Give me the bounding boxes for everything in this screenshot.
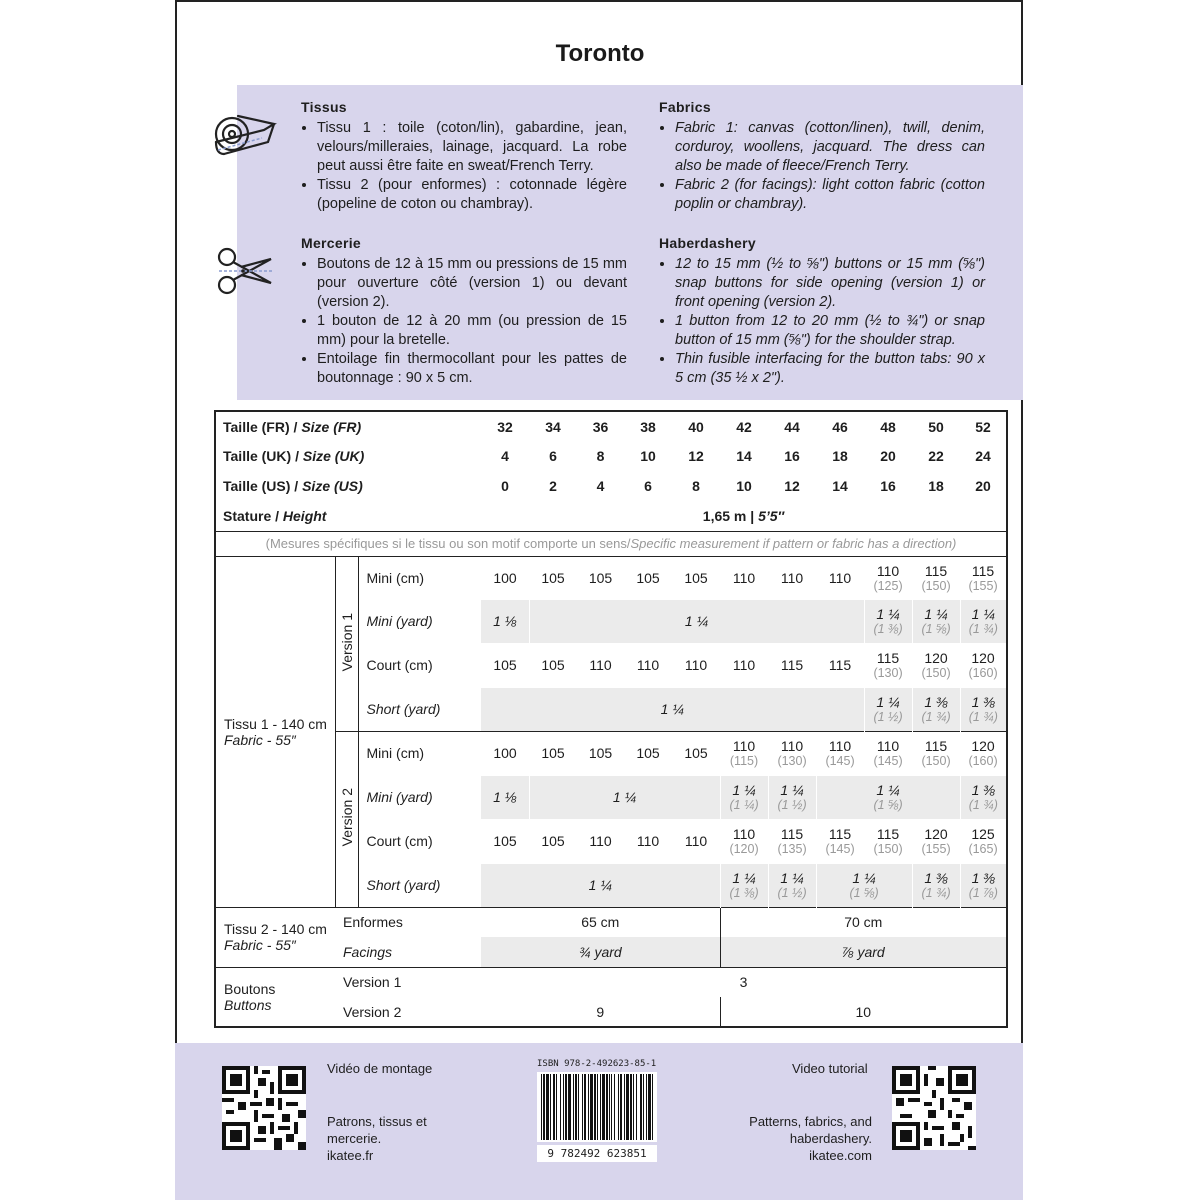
value-cell: 70 cm	[720, 907, 1007, 937]
size-cell: 6	[549, 448, 557, 464]
table-row	[215, 471, 1007, 501]
value-cell: 1 ¼	[529, 775, 720, 819]
size-cell: 24	[975, 448, 991, 464]
value-cell: 105	[493, 657, 517, 673]
value-cell: 1 ¼ (1 ⅝)	[816, 863, 912, 907]
value-cell: 1 ¼	[481, 863, 720, 907]
fabrics-en-heading: Fabrics	[659, 99, 711, 115]
fabrics-fr-item: • Tissu 2 (pour enformes) : cotonnade légère (popeline de coton ou chambray).	[317, 176, 627, 214]
video-fr: Vidéo de montage	[327, 1061, 433, 1076]
site-fr[interactable]: ikatee.fr	[327, 1148, 374, 1163]
value-cell: 105	[684, 745, 708, 761]
value-cell: 100	[493, 569, 517, 586]
qr-code-icon[interactable]	[222, 1066, 306, 1150]
table-row	[215, 411, 1007, 441]
value-cell: 1 ¼	[481, 687, 864, 731]
value-cell: 1 ¼ (1 ¾)	[960, 599, 1007, 643]
table-row	[215, 441, 1007, 471]
value-cell: 110	[732, 569, 756, 586]
value-cell: 110	[684, 833, 708, 849]
row-label: Mini (cm)	[366, 745, 425, 761]
value-cell: 1 ¼ (1 ⅜)	[864, 599, 912, 643]
size-fr-label: Taille (FR) / Size (FR)	[223, 418, 362, 435]
size-cell: 4	[501, 448, 509, 464]
value-cell: 115 (155)	[968, 562, 998, 593]
value-cell: 105	[541, 657, 565, 673]
size-cell: 16	[784, 448, 800, 464]
table-row	[215, 907, 1007, 937]
value-cell: 110 (125)	[873, 562, 903, 593]
qr-code-icon[interactable]	[892, 1066, 976, 1150]
value-cell: 1 ¼ (1 ½)	[768, 775, 816, 819]
size-cell: 14	[736, 448, 752, 464]
notions-fr-item: • Boutons de 12 à 15 mm ou pressions de 15 mm pour ouverture côté (version 1) ou devant (version 2).	[317, 255, 627, 312]
value-cell: 110	[684, 657, 708, 673]
notions-fr	[301, 234, 627, 388]
value-cell: 105	[588, 569, 613, 586]
value-cell: 1 ¼ (1 ½)	[768, 863, 816, 907]
table-row	[215, 501, 1007, 531]
value-cell: 1 ⅜ (1 ¾)	[912, 687, 960, 731]
size-cell: 12	[688, 448, 704, 464]
fabric2-label: Tissu 2 - 140 cm Fabric - 55″	[224, 921, 327, 953]
value-cell: 105	[588, 745, 613, 761]
size-cell: 42	[736, 418, 752, 435]
row-label: Court (cm)	[366, 657, 433, 673]
value-cell: 1 ⅜ (1 ¾)	[912, 863, 960, 907]
value-cell: 115 (135)	[777, 826, 807, 856]
value-cell: 115 (150)	[873, 826, 903, 856]
row-label: Enformes	[343, 914, 403, 931]
version2-label: Version 2	[335, 731, 358, 907]
value-cell: 1 ⅛	[481, 775, 529, 819]
row-label: Facings	[343, 943, 393, 960]
table-row	[215, 531, 1007, 556]
size-cell: 22	[928, 448, 944, 464]
size-cell: 10	[736, 478, 752, 494]
site-en[interactable]: ikatee.com	[809, 1148, 872, 1163]
size-cell: 2	[549, 478, 557, 494]
size-cell: 46	[832, 418, 848, 435]
fabrics-fr	[301, 98, 627, 214]
row-label: Court (cm)	[366, 833, 433, 849]
size-cell: 38	[640, 418, 656, 435]
size-cell: 8	[596, 448, 605, 464]
fabrics-en-item: • Fabric 2 (for facings): light cotton fabric (cotton poplin or chambray).	[675, 176, 985, 214]
row-label: Short (yard)	[366, 701, 441, 717]
value-cell: 115 (150)	[921, 562, 951, 593]
size-cell: 20	[975, 478, 991, 494]
size-cell: 6	[644, 478, 652, 494]
video-en: Video tutorial	[792, 1061, 868, 1076]
size-cell: 52	[975, 418, 991, 435]
value-cell: 115	[828, 657, 852, 673]
table-row	[215, 556, 1007, 599]
value-cell: 1 ⅜ (1 ¾)	[960, 687, 1007, 731]
value-cell: 1 ⅜ (1 ¾)	[960, 775, 1007, 819]
version1-label: Version 1	[335, 556, 358, 731]
value-cell: 105	[493, 833, 517, 849]
size-cell: 44	[784, 418, 800, 435]
notions-fr-item: • Entoilage fin thermocollant pour les pattes de boutonnage : 90 x 5 cm.	[317, 350, 627, 388]
size-cell: 14	[832, 478, 848, 494]
fabric1-label: Tissu 1 - 140 cm Fabric - 55″	[215, 556, 335, 907]
size-cell: 20	[880, 448, 896, 464]
notions-en-item: • Thin fusible interfacing for the button tabs: 90 x 5 cm (35 ½ x 2").	[675, 350, 985, 388]
height-value: 1,65 m | 5’5″	[702, 507, 785, 524]
value-cell: 110 (115)	[729, 738, 759, 768]
value-cell: 120 (160)	[968, 738, 998, 768]
fabrics-en-item: • Fabric 1: canvas (cotton/linen), twill, denim, corduroy, woollens, jacquard. The dress can also be made of fleece/French Terry.	[675, 119, 985, 176]
size-cell: 18	[928, 478, 944, 494]
value-cell: 105	[684, 569, 708, 586]
size-cell: 18	[832, 448, 848, 464]
barcode-icon	[537, 1072, 657, 1142]
size-cell: 32	[497, 418, 513, 435]
row-label: Short (yard)	[366, 877, 441, 893]
scissors-icon	[215, 245, 275, 297]
value-cell: 110	[589, 833, 612, 849]
value-cell: 1 ⅜ (1 ⅞)	[960, 863, 1007, 907]
value-cell: 110	[780, 569, 804, 586]
value-cell: 1 ⅛	[481, 599, 529, 643]
notions-fr-heading: Mercerie	[301, 235, 361, 251]
size-cell: 16	[880, 478, 896, 494]
size-uk-label: Taille (UK) / Size (UK)	[223, 448, 365, 464]
page-title: Toronto	[555, 40, 645, 67]
value-cell: 120 (150)	[921, 650, 951, 680]
value-cell: 105	[541, 569, 565, 586]
table-row	[215, 967, 1007, 997]
row-label: Mini (cm)	[366, 569, 425, 586]
fabrics-fr-item: • Tissu 1 : toile (coton/lin), gabardine, jean, velours/milleraies, lainage, jacquard. La robe peut aussi être faite en sweat/French Terry.	[317, 119, 627, 176]
value-cell: 100	[493, 745, 517, 761]
value-cell: ¾ yard	[481, 937, 720, 967]
value-cell: 110 (145)	[873, 738, 903, 768]
shop-en-2: haberdashery.	[789, 1131, 872, 1146]
row-label: Mini (yard)	[366, 613, 433, 629]
value-cell: 110	[636, 657, 660, 673]
fabrics-fr-heading: Tissus	[301, 99, 347, 115]
value-cell: 105	[541, 745, 565, 761]
value-cell: 105	[636, 745, 660, 761]
value-cell: 115 (130)	[873, 650, 903, 680]
value-cell: ⅞ yard	[720, 937, 1007, 967]
notions-en-item: • 12 to 15 mm (½ to ⅝") buttons or 15 mm (⅝") snap buttons for side opening (version 1) or front opening (version 2).	[675, 255, 985, 312]
value-cell: 110 (145)	[825, 738, 855, 768]
size-cell: 40	[688, 418, 704, 435]
size-cell: 10	[640, 448, 656, 464]
value-cell: 1 ¼ (1 ¼)	[720, 775, 768, 819]
size-cell: 36	[592, 418, 609, 435]
value-cell: 105	[541, 833, 565, 849]
value-cell: 120 (155)	[921, 826, 951, 856]
height-label: Stature / Height	[223, 507, 327, 524]
row-label: Mini (yard)	[366, 789, 433, 805]
size-cell: 12	[784, 478, 800, 494]
notions-en-item: • 1 button from 12 to 20 mm (½ to ¾") or snap button of 15 mm (⅝") for the shoulder strap.	[675, 312, 985, 350]
value-cell: 110 (120)	[729, 826, 759, 856]
value-cell: 1 ¼ (1 ⅝)	[912, 599, 960, 643]
value-cell: 115 (150)	[921, 738, 951, 768]
size-cell: 0	[501, 478, 509, 494]
value-cell: 110	[589, 657, 612, 673]
fabric-roll-icon	[212, 108, 278, 158]
value-cell: 115 (145)	[825, 826, 855, 856]
size-cell: 34	[545, 418, 561, 435]
value-cell: 1 ¼ (1 ⅜)	[720, 863, 768, 907]
value-cell: 1 ¼	[529, 599, 864, 643]
notions-en-heading: Haberdashery	[659, 235, 756, 251]
size-cell: 8	[692, 478, 700, 494]
buttons-label: Boutons Buttons	[224, 980, 276, 1013]
value-cell: 115	[780, 657, 804, 673]
value-cell: 120 (160)	[968, 650, 998, 680]
value-cell: 1 ¼ (1 ½)	[864, 687, 912, 731]
value-cell: 10	[720, 997, 1007, 1027]
fabrics-en	[659, 98, 985, 214]
value-cell: 65 cm	[581, 914, 620, 931]
value-cell: 110	[636, 833, 660, 849]
barcode-digits: 9 782492 623851	[537, 1145, 657, 1162]
size-yardage-table	[214, 410, 1008, 1028]
value-cell: 110	[828, 569, 852, 586]
value-cell: 1 ¼ (1 ⅝)	[816, 775, 960, 819]
notions-fr-item: • 1 bouton de 12 à 20 mm (ou pression de 15 mm) pour la bretelle.	[317, 312, 627, 350]
value-cell: 9	[596, 1003, 605, 1020]
size-cell: 50	[928, 418, 944, 435]
notions-en	[659, 234, 985, 388]
value-cell: 125 (165)	[968, 826, 998, 856]
size-cell: 48	[880, 418, 896, 435]
isbn-text: ISBN 978-2-492623-85-1	[537, 1059, 657, 1069]
size-us-label: Taille (US) / Size (US)	[223, 478, 363, 494]
value-cell: 110	[732, 657, 756, 673]
value-cell: 105	[636, 569, 660, 586]
row-label: Version 2	[343, 1003, 402, 1020]
shop-fr-1: Patrons, tissus et	[327, 1114, 427, 1129]
value-cell: 110 (130)	[777, 738, 807, 768]
row-label: Version 1	[343, 974, 402, 991]
value-cell: 3	[739, 974, 748, 991]
shop-en-1: Patterns, fabrics, and	[749, 1114, 872, 1129]
size-cell: 4	[596, 478, 605, 494]
direction-note: (Mesures spécifiques si le tissu ou son motif comporte un sens/Specific measurement if pattern or fabric has a direction)	[265, 536, 957, 551]
shop-fr-2: mercerie.	[327, 1131, 382, 1146]
